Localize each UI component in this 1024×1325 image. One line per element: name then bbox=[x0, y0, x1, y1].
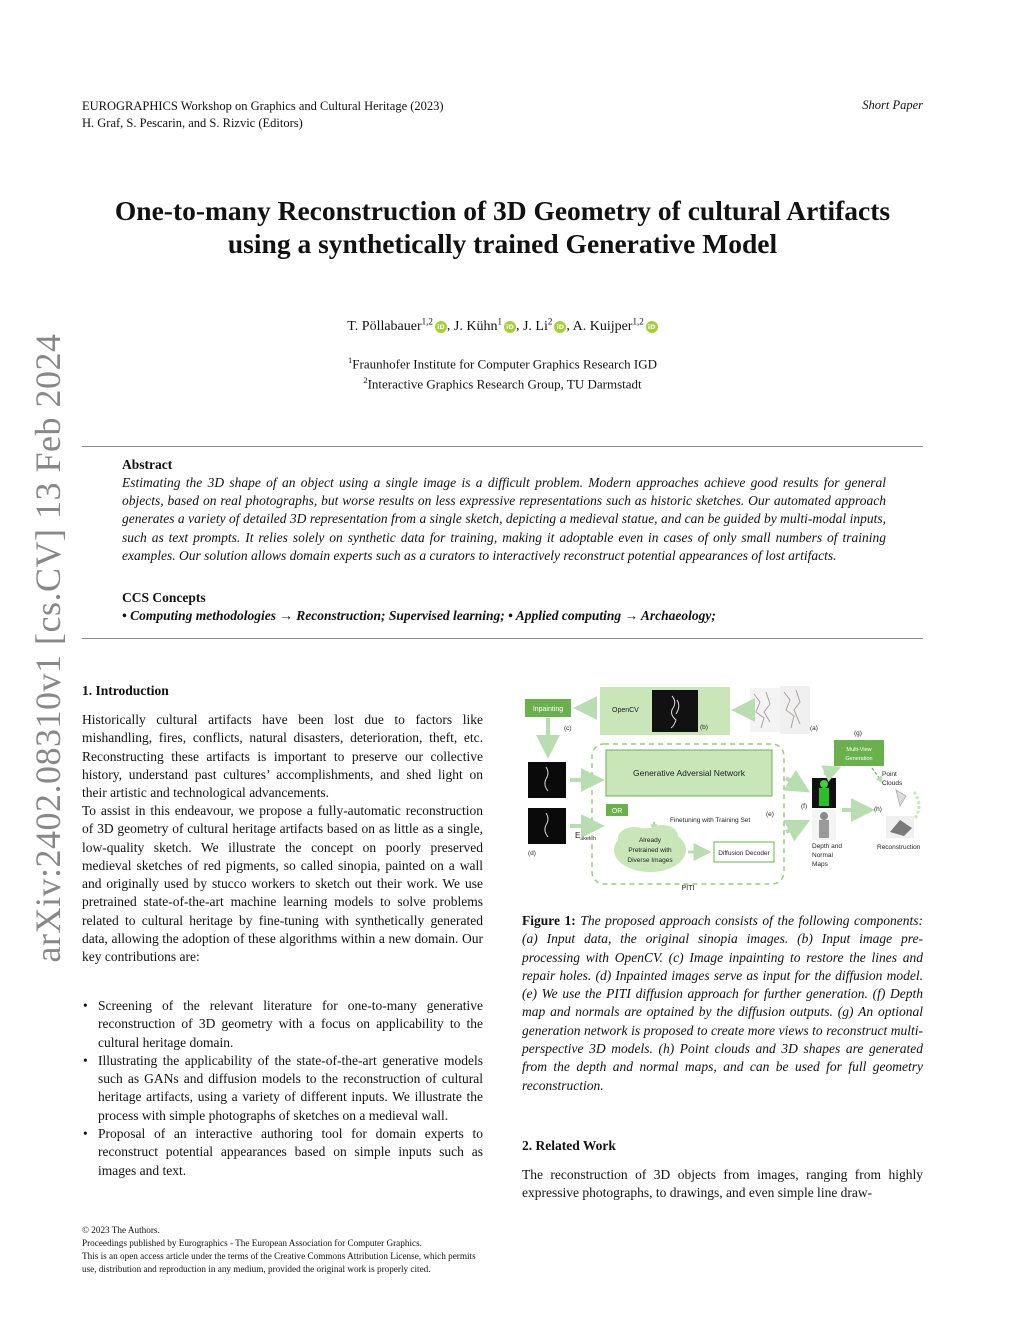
label-d: (d) bbox=[528, 850, 536, 857]
section-heading-introduction: 1. Introduction bbox=[82, 683, 169, 698]
footer bbox=[82, 1224, 483, 1276]
label-b: (b) bbox=[700, 724, 708, 731]
label-f: (f) bbox=[801, 803, 808, 810]
depth-label-3: Maps bbox=[812, 861, 828, 868]
section-heading-related-work: 2. Related Work bbox=[522, 1138, 616, 1153]
figure-1-diagram bbox=[522, 682, 923, 896]
pretrained-label-1: Already bbox=[638, 837, 662, 844]
orcid-icon[interactable]: iD bbox=[646, 321, 658, 333]
title-line-1: One-to-many Reconstruction of 3D Geometry of cultural Artifacts bbox=[114, 195, 891, 226]
venue: EUROGRAPHICS Workshop on Graphics and Cultural Heritage (2023) bbox=[82, 99, 444, 113]
label-e: (e) bbox=[766, 811, 774, 818]
point-clouds-label-2: Clouds bbox=[882, 780, 903, 787]
reconstruction-label: Reconstruction bbox=[877, 844, 921, 851]
pretrained-label-3: Diverse Images bbox=[627, 857, 673, 864]
author[interactable]: J. Kühn$^1$iD bbox=[454, 319, 516, 334]
ccs-heading: CCS Concepts bbox=[122, 590, 206, 605]
caption-label: Figure 1: bbox=[522, 913, 576, 928]
affiliations bbox=[82, 352, 923, 393]
diffusion-decoder-label: Diffusion Decoder bbox=[718, 850, 770, 857]
point-cloud-image bbox=[896, 790, 906, 806]
depth-label-1: Depth and bbox=[812, 843, 842, 850]
author-list: T. Pöllabauer$^{1,2}$iD , J. Kühn$^1$iD , J. Li$^2$iD , A. Kuijper$^{1,2}$iD bbox=[82, 316, 923, 335]
finetune-label: Finetuning with Training Set bbox=[670, 817, 751, 824]
multiview-label-1: Multi-View bbox=[846, 747, 872, 753]
depth-label-2: Normal bbox=[812, 852, 833, 859]
intro-paragraph-2: To assist in this endeavour, we propose a fully-automatic reconstruction of 3D geometry of cultural heritage artifacts based on as little as a single, low-quality sketch. We illustrate the concept on poorly preserved medieval sketches of red pigments, so called sinopia, painted on a wall and originally used by stucco workers to sketch out their work. We use pretrained state-of-the-art machine learning models to solve problems related to cultural heritage by fine-tuning with synthetically generated data, allowing the adoption of these algorithms within a new domain. Our key contributions are: bbox=[82, 803, 483, 965]
related-work-text: The reconstruction of 3D objects from images, ranging from highly expressive photographs, to drawings, and even simple line draw- bbox=[522, 1167, 923, 1201]
abstract-heading: Abstract bbox=[122, 457, 173, 472]
arxiv-stamp: arXiv:2402.08310v1 [cs.CV] 13 Feb 2024 bbox=[28, 333, 68, 963]
figure-1-caption bbox=[522, 912, 923, 1095]
piti-label: PITI bbox=[681, 885, 695, 892]
title-line-2: using a synthetically trained Generative Model bbox=[227, 228, 778, 259]
label-g: (g) bbox=[854, 730, 862, 737]
copyright: © 2023 The Authors. bbox=[82, 1225, 160, 1235]
orcid-icon[interactable]: iD bbox=[504, 321, 516, 333]
label-h: (h) bbox=[874, 806, 882, 813]
list-item: • Proposal of an interactive authoring tool for domain experts to reconstruct potential appearances based on simple inputs such as images and text. bbox=[82, 1125, 483, 1180]
inpainting-label: Inpainting bbox=[532, 706, 564, 713]
affiliation: $^2$Interactive Graphics Research Group, TU Darmstadt bbox=[363, 375, 642, 392]
pretrained-label-2: Pretrained with bbox=[628, 847, 672, 854]
paper-type: Short Paper bbox=[862, 98, 923, 112]
ccs-text: • Computing methodologies → Reconstruction; Supervised learning; • Applied computing → Archaeology; bbox=[122, 608, 716, 623]
running-header bbox=[82, 98, 444, 132]
author[interactable]: T. Pöllabauer$^{1,2}$iD bbox=[347, 319, 447, 334]
abstract-text: Estimating the 3D shape of an object using a single image is a difficult problem. Modern approaches achieve good results for general objects, based on real photographs, but worse results on less expressive representations such as historic sketches. Our automated approach generates a variety of detailed 3D representation from a single sketch, depicting a medieval statue, and can be guided by multi-modal inputs, such as text prompts. It relies solely on synthetic data for training, making it adoptable even in cases of only small numbers of training examples. Our solution allows domain experts such as a curators to interactively reconstruct potential appearances of lost artifacts. bbox=[122, 475, 886, 563]
opencv-image bbox=[652, 690, 698, 732]
list-item: • Illustrating the applicability of the state-of-the-art generative models such as GANs and diffusion models to the reconstruction of cultural heritage artifacts, using a variety of different inputs. We illustrate the process with simple photographs of sketches on a medieval wall. bbox=[82, 1052, 483, 1125]
intro-paragraph-1: Historically cultural artifacts have been lost due to factors like mishandling, fires, conflicts, natural disasters, deterioration, theft, etc. Reconstructing these artifacts is important to preserve our collective history, understand past cultures’ accomplishments, and shed light on their artistic and technological advancements. bbox=[82, 712, 483, 801]
license-note: This is an open access article under the terms of the Creative Commons Attribution License, which permits use, distribution and reproduction in any medium, provided the original work is properly cited. bbox=[82, 1251, 476, 1274]
orcid-icon[interactable]: iD bbox=[435, 321, 447, 333]
point-clouds-label-1: Point bbox=[882, 771, 897, 778]
opencv-label: OpenCV bbox=[612, 707, 639, 714]
author[interactable]: A. Kuijper$^{1,2}$iD bbox=[573, 319, 658, 334]
divider bbox=[82, 446, 923, 447]
divider bbox=[82, 638, 923, 639]
multiview-label-2: Generation bbox=[845, 756, 873, 762]
e-sketch-label: $E_{sketch}$ bbox=[575, 831, 597, 842]
author[interactable]: J. Li$^2$iD bbox=[523, 319, 566, 334]
gan-label: Generative Adversial Network bbox=[633, 768, 745, 778]
label-c: (c) bbox=[564, 725, 572, 732]
multiview-box bbox=[834, 740, 884, 766]
list-item: • Screening of the relevant literature for one-to-many generative reconstruction of 3D geometry with a focus on applicability to the cultural heritage domain. bbox=[82, 997, 483, 1052]
inpainted-image bbox=[528, 808, 566, 844]
affiliation: $^1$Fraunhofer Institute for Computer Graphics Research IGD bbox=[348, 355, 657, 372]
publisher-note: Proceedings published by Eurographics - The European Association for Computer Graphics. bbox=[82, 1238, 422, 1248]
or-label: OR bbox=[611, 808, 623, 815]
caption-text: The proposed approach consists of the following components: (a) Input data, the original sinopia images. (b) Input image pre-processing with OpenCV. (c) Image inpainting to restore the lines and repair holes. (d) Inpainted images serve as input for the diffusion model. (e) We use the PITI diffusion approach for further generation. (f) Depth map and normals are optained by the diffusion outputs. (g) An optional generation network is proposed to create more views to reconstruct multi-perspective 3D models. (h) Point clouds and 3D shapes are generated from the depth and normal maps, and can be used for full geometry reconstruction. bbox=[522, 913, 924, 1093]
inpainted-image bbox=[528, 762, 566, 798]
editors: H. Graf, S. Pescarin, and S. Rizvic (Editors) bbox=[82, 116, 303, 130]
orcid-icon[interactable]: iD bbox=[554, 321, 566, 333]
label-a: (a) bbox=[810, 725, 818, 732]
paper-title bbox=[82, 194, 923, 260]
contributions-list bbox=[82, 997, 483, 1180]
